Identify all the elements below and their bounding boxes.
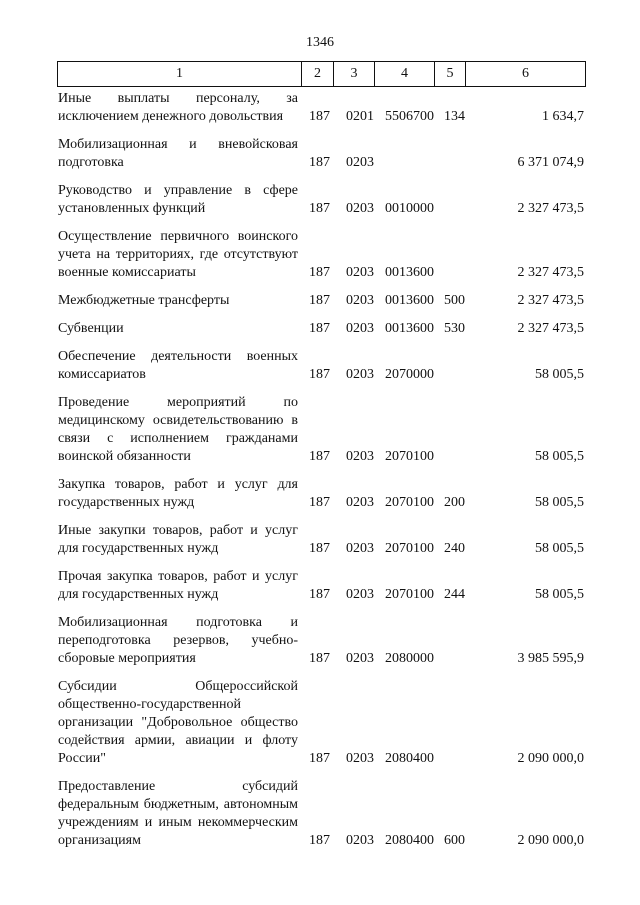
row-section-code: 0203 [346,495,374,510]
row-target-article: 2070100 [385,449,434,464]
page-number: 1346 [306,35,334,50]
table-row [0,228,640,282]
table-row [0,778,640,850]
column-header-5: 5 [435,62,466,87]
column-header-4: 4 [375,62,435,87]
table-row [0,90,640,126]
row-section-code: 0203 [346,293,374,308]
row-description: Предоставление субсидий федеральным бюджетным, автономным учреждениям и иным некоммерческим организациям [58,779,298,848]
row-expense-type: 600 [444,833,465,848]
row-ministry-code: 187 [309,833,330,848]
row-ministry-code: 187 [309,651,330,666]
row-amount: 2 327 473,5 [517,265,584,280]
row-target-article: 2080000 [385,651,434,666]
row-expense-type: 500 [444,293,465,308]
row-description: Закупка товаров, работ и услуг для государственных нужд [58,477,298,510]
row-description: Межбюджетные трансферты [58,293,230,308]
row-ministry-code: 187 [309,495,330,510]
row-section-code: 0203 [346,265,374,280]
row-ministry-code: 187 [309,367,330,382]
row-description: Субвенции [58,321,124,336]
row-section-code: 0203 [346,587,374,602]
row-amount: 2 327 473,5 [517,321,584,336]
table-row [0,320,640,338]
row-expense-type: 530 [444,321,465,336]
row-description: Субсидии Общероссийской общественно-государственной организации "Добровольное общество содействия армии, авиации и флоту России" [58,679,298,766]
column-header-1: 1 [58,62,302,87]
row-amount: 2 090 000,0 [517,751,584,766]
table-row [0,614,640,668]
row-expense-type: 244 [444,587,465,602]
row-target-article: 2080400 [385,833,434,848]
row-description: Мобилизационная и вневойсковая подготовка [58,137,298,170]
row-target-article: 2070000 [385,367,434,382]
row-ministry-code: 187 [309,587,330,602]
row-description: Мобилизационная подготовка и переподготовка резервов, учебно-сборовые мероприятия [58,615,298,666]
row-ministry-code: 187 [309,293,330,308]
row-amount: 2 090 000,0 [517,833,584,848]
row-section-code: 0203 [346,321,374,336]
row-section-code: 0203 [346,751,374,766]
row-description: Осуществление первичного воинского учета на территориях, где отсутствуют военные комиссариаты [58,229,298,280]
table-row [0,348,640,384]
table-row [0,394,640,466]
row-ministry-code: 187 [309,155,330,170]
row-ministry-code: 187 [309,109,330,124]
row-section-code: 0203 [346,155,374,170]
row-description: Иные закупки товаров, работ и услуг для государственных нужд [58,523,298,556]
row-amount: 58 005,5 [535,367,584,382]
table-row [0,522,640,558]
column-header-3: 3 [334,62,375,87]
row-amount: 2 327 473,5 [517,201,584,216]
row-description: Обеспечение деятельности военных комиссариатов [58,349,298,382]
row-expense-type: 134 [444,109,465,124]
row-ministry-code: 187 [309,541,330,556]
column-header-6: 6 [466,62,586,87]
row-target-article: 2070100 [385,541,434,556]
column-header-2: 2 [302,62,334,87]
row-amount: 58 005,5 [535,587,584,602]
row-description: Проведение мероприятий по медицинскому освидетельствованию в связи с исполнением гражданами воинской обязанности [58,395,298,464]
row-amount: 58 005,5 [535,541,584,556]
table-row [0,182,640,218]
row-description: Прочая закупка товаров, работ и услуг для государственных нужд [58,569,298,602]
column-header-table [57,61,586,87]
row-amount: 58 005,5 [535,495,584,510]
row-section-code: 0203 [346,201,374,216]
row-ministry-code: 187 [309,449,330,464]
row-section-code: 0203 [346,833,374,848]
row-section-code: 0203 [346,651,374,666]
row-description: Руководство и управление в сфере установленных функций [58,183,298,216]
row-ministry-code: 187 [309,321,330,336]
row-target-article: 2070100 [385,587,434,602]
table-row [0,136,640,172]
table-row [0,568,640,604]
row-ministry-code: 187 [309,201,330,216]
row-target-article: 0013600 [385,293,434,308]
row-ministry-code: 187 [309,751,330,766]
table-row [0,292,640,310]
row-amount: 2 327 473,5 [517,293,584,308]
row-target-article: 0010000 [385,201,434,216]
row-expense-type: 240 [444,541,465,556]
row-ministry-code: 187 [309,265,330,280]
row-amount: 58 005,5 [535,449,584,464]
row-target-article: 5506700 [385,109,434,124]
row-section-code: 0203 [346,367,374,382]
row-section-code: 0203 [346,541,374,556]
row-target-article: 2070100 [385,495,434,510]
row-amount: 3 985 595,9 [517,651,584,666]
budget-table-body [0,90,640,860]
row-amount: 1 634,7 [542,109,584,124]
row-section-code: 0203 [346,449,374,464]
row-section-code: 0201 [346,109,374,124]
row-target-article: 2080400 [385,751,434,766]
row-description: Иные выплаты персоналу, за исключением денежного довольствия [58,91,298,124]
row-expense-type: 200 [444,495,465,510]
row-target-article: 0013600 [385,321,434,336]
table-row [0,476,640,512]
row-amount: 6 371 074,9 [517,155,584,170]
column-header-row [58,62,586,87]
row-target-article: 0013600 [385,265,434,280]
table-row [0,678,640,768]
